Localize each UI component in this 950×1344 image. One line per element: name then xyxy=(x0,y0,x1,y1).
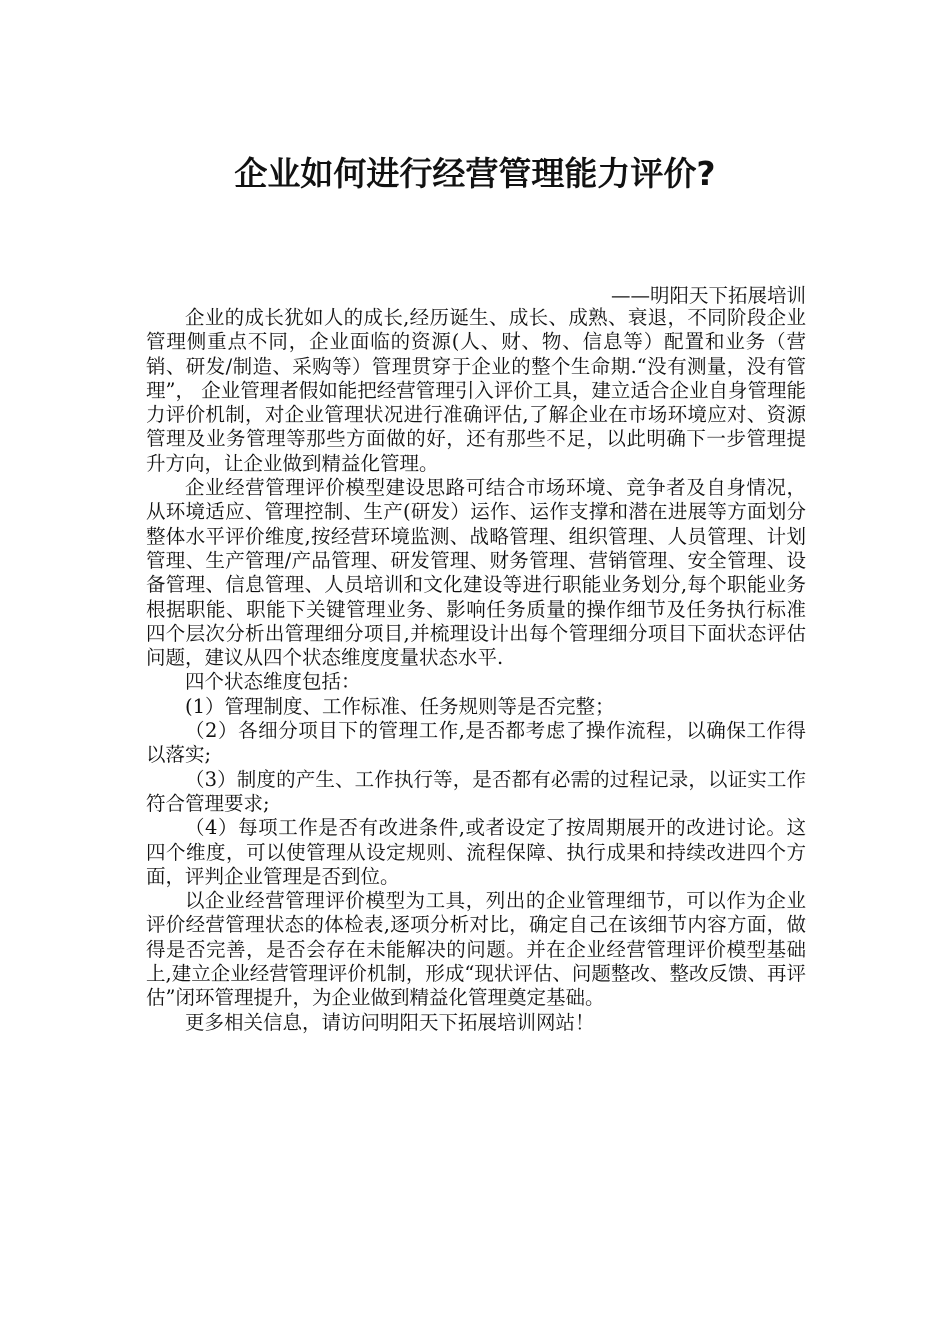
paragraph-conclusion: 以企业经营管理评价模型为工具，列出的企业管理细节，可以作为企业评价经营管理状态的体检表,逐项分析对比，确定自己在该细节内容方面，做得是否完善，是否会存在未能解决的问题。并在企业经营管理评价模型基础上,建立企业经营管理评价机制，形成“现状评估、问题整改、整改反馈、再评估”闭环管理提升，为企业做到精益化管理奠定基础。 xyxy=(146,889,806,1010)
list-item-dimension-3: （3）制度的产生、工作执行等，是否都有必需的过程记录，以证实工作符合管理要求; xyxy=(146,767,806,815)
list-item-dimension-2: （2）各细分项目下的管理工作,是否都考虑了操作流程，以确保工作得以落实; xyxy=(146,719,806,767)
document-title: 企业如何进行经营管理能力评价? xyxy=(234,154,716,193)
author-line: ——明阳天下拓展培训 xyxy=(610,284,806,307)
paragraph-footer-note: 更多相关信息，请访问明阳天下拓展培训网站！ xyxy=(185,1010,595,1034)
document-body xyxy=(146,306,806,1035)
paragraph-dimensions-heading: 四个状态维度包括： xyxy=(185,670,361,694)
paragraph-intro: 企业的成长犹如人的成长,经历诞生、成长、成熟、衰退，不同阶段企业管理侧重点不同，企业面临的资源(人、财、物、信息等）配置和业务（营销、研发/制造、采购等）管理贯穿于企业的整个生命期.“没有测量，没有管理”， 企业管理者假如能把经营管理引入评价工具，建立适合企业自身管理能力评价机制，对企业管理状况进行准确评估,了解企业在市场环境应对、资源管理及业务管理等那些方面做的好，还有那些不足，以此明确下一步管理提升方向，让企业做到精益化管理。 xyxy=(146,306,806,475)
list-item-dimension-1: (1）管理制度、工作标准、任务规则等是否完整； xyxy=(185,694,615,718)
list-item-dimension-4: （4）每项工作是否有改进条件,或者设定了按周期展开的改进讨论。这四个维度，可以使管理从设定规则、流程保障、执行成果和持续改进四个方面，评判企业管理是否到位。 xyxy=(146,816,806,888)
paragraph-model: 企业经营管理评价模型建设思路可结合市场环境、竞争者及自身情况，从环境适应、管理控制、生产(研发）运作、运作支撑和潜在进展等方面划分整体水平评价维度,按经营环境监测、战略管理、组织管理、人员管理、计划管理、生产管理/产品管理、研发管理、财务管理、营销管理、安全管理、设备管理、信息管理、人员培训和文化建设等进行职能业务划分,每个职能业务根据职能、职能下关键管理业务、影响任务质量的操作细节及任务执行标准四个层次分析出管理细分项目,并梳理设计出每个管理细分项目下面状态评估问题，建议从四个状态维度度量状态水平. xyxy=(146,476,806,670)
